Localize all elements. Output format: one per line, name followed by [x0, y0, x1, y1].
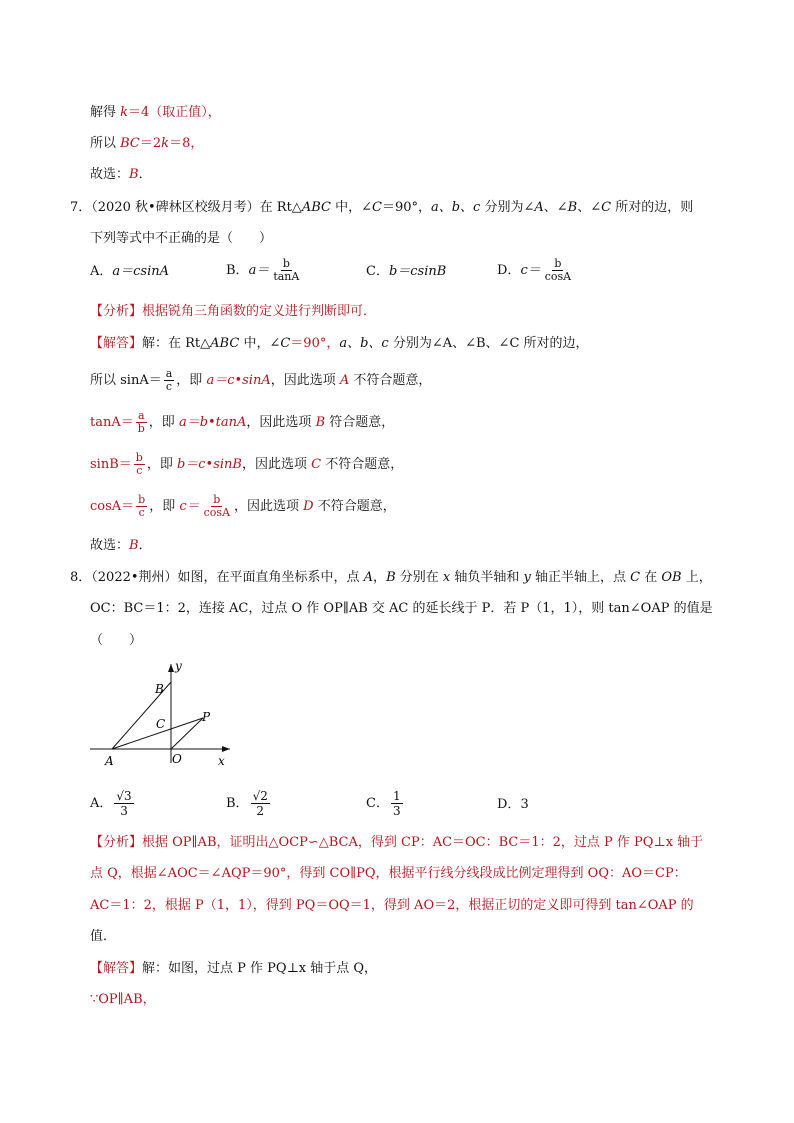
label-p: P: [202, 710, 211, 724]
q8-option-b: B． $\frac{√2}{2}$: [226, 789, 268, 818]
q8-option-c: C． $\frac{1}{3}$: [366, 789, 401, 818]
x-axis-arrow: [222, 746, 230, 752]
q7-answer-line5: cosA＝ $\frac{b}{c}$ ，即 c＝ $\frac{b}{\cos A}$ ，因此选项 D 不符合题意，: [90, 493, 396, 519]
q7-option-d: D．c＝ $\frac{b}{\cos A}$: [497, 257, 572, 283]
q7-final-answer: 故选：B．: [90, 538, 152, 553]
q8-stem-line2: OC：BC＝1：2，连接 AC，过点 O 作 OP∥AB 交 AC 的延长线于 P．若 P（1，1），则 tan∠OAP 的值是: [90, 601, 713, 616]
q8-analysis-line1: 【分析】根据 OP∥AB，证明出△OCP∽△BCA，得到 CP：AC＝OC：BC＝1：2，过点 P 作 PQ⊥x 轴于: [90, 835, 704, 850]
segment-op: [171, 718, 203, 749]
bc-result-line: 所以 BC＝2k＝8，: [90, 136, 204, 151]
q7-option-c: C．b＝csinB: [366, 264, 447, 279]
q8-analysis-line4: 值．: [90, 929, 117, 944]
label-y: y: [175, 659, 182, 673]
q8-analysis-line3: AC＝1：2，根据 P（1，1），得到 PQ＝OQ＝1，得到 AO＝2，根据正切的定义即可得到 tan∠OAP 的: [90, 898, 694, 913]
q7-stem-line2: 下列等式中不正确的是（ ）: [90, 231, 273, 246]
y-axis-arrow: [168, 664, 174, 672]
label-b: B: [155, 682, 164, 696]
q7-answer-line3: tanA＝ $\frac{a}{b}$ ，即 a＝b•tanA，因此选项 B 符合题意，: [90, 409, 395, 435]
q7-option-b: B．a＝ $\frac{b}{\tan A}$: [226, 257, 300, 283]
label-a: A: [105, 754, 114, 768]
label-x: x: [218, 754, 225, 768]
q7-answer-line4: sinB＝ $\frac{b}{c}$ ，即 b＝c•sinB，因此选项 C 不符合题意，: [90, 451, 404, 477]
q7-answer-line2: 所以 sinA＝ $\frac{a}{c}$ ，即 a＝c•sinA，因此选项 A 不符合题意，: [90, 367, 432, 393]
label-o: O: [172, 752, 182, 766]
q8-answer-line1: 【解答】解：如图，过点 P 作 PQ⊥x 轴于点 Q，: [90, 961, 378, 976]
q8-coordinate-figure: [85, 658, 245, 770]
q7-option-a: A．a＝csinA: [90, 264, 170, 279]
solve-k-line: 解得 k＝4（取正值），: [90, 105, 221, 120]
q8-analysis-line2: 点 Q，根据∠AOC＝∠AQP＝90°，得到 CO∥PQ，根据平行线分线段成比例定理得到 OQ：AO＝CP：: [90, 866, 687, 881]
prev-answer-line: 故选：B．: [90, 167, 152, 182]
label-c: C: [156, 717, 166, 731]
q8-stem-line3: （ ）: [90, 633, 143, 648]
q8-answer-line2: ∵OP∥AB，: [90, 992, 156, 1007]
q8-option-a: A． $\frac{√3}{3}$: [90, 789, 132, 818]
q8-stem-line1: 8．（2022•荆州）如图，在平面直角坐标系中，点 A，B 分别在 x 轴负半轴和 y 轴正半轴上，点 C 在 OB 上，: [70, 570, 712, 585]
q7-answer-line1: 【解答】解：在 Rt△ABC 中，∠C＝90°，a、b、c 分别为∠A、∠B、∠C 所对的边，: [90, 336, 589, 351]
q7-analysis: 【分析】根据锐角三角函数的定义进行判断即可．: [90, 304, 377, 319]
q8-option-d: D．3: [497, 797, 529, 812]
q7-stem-line1: 7．（2020 秋•碑林区校级月考）在 Rt△ABC 中，∠C＝90°，a、b、c 分别为∠A、∠B、∠C 所对的边，则: [70, 200, 694, 215]
